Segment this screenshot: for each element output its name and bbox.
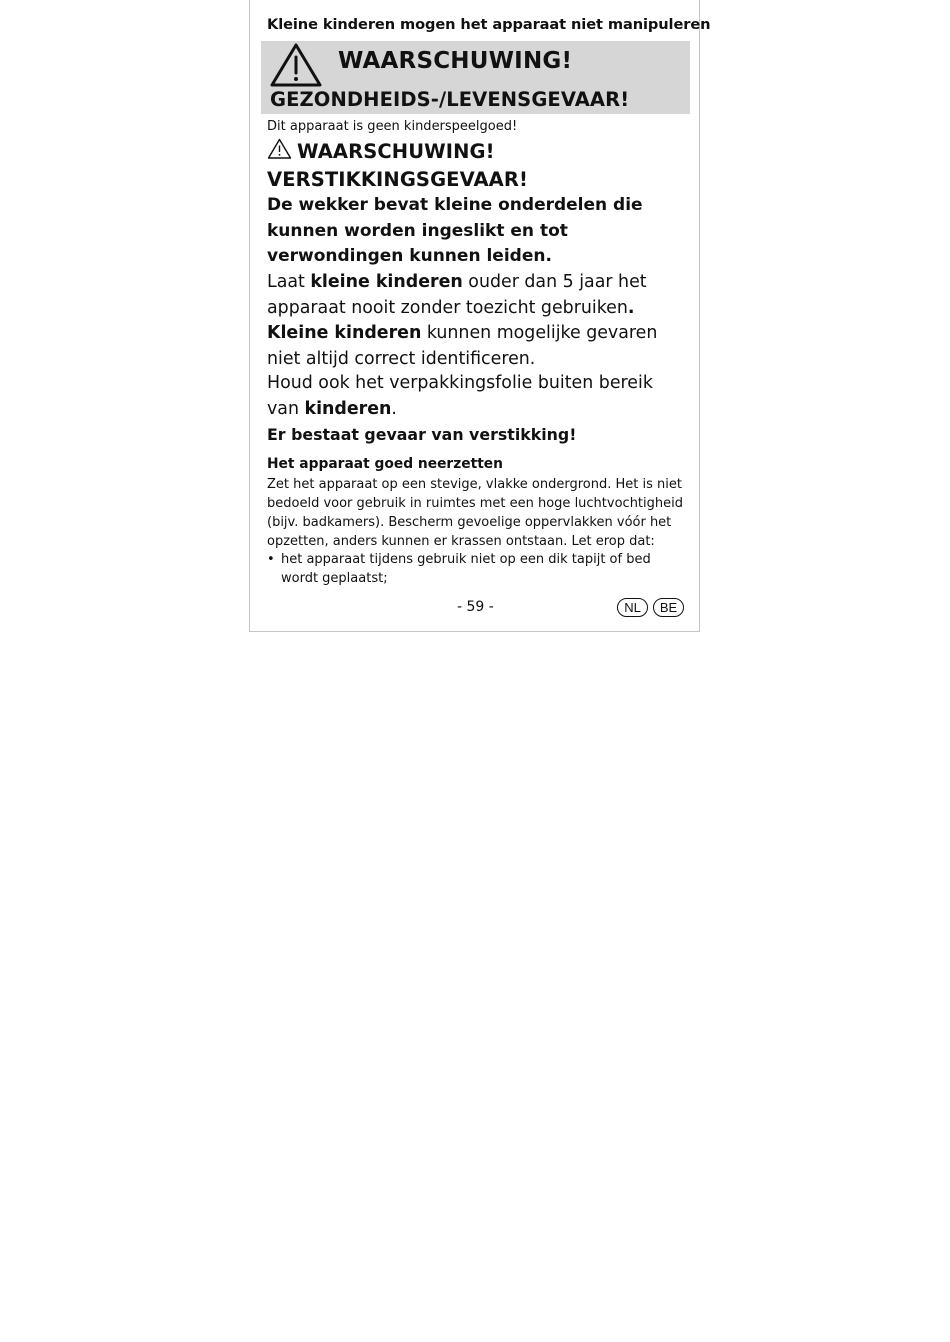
- top-heading: Kleine kinderen mogen het apparaat niet manipuleren: [267, 16, 711, 33]
- section-heading: Het apparaat goed neerzetten: [267, 456, 503, 472]
- list-item-text: het apparaat tijdens gebruik niet op een dik tapijt of bed wordt geplaatst;: [281, 552, 651, 586]
- warning-triangle-icon: [269, 42, 323, 88]
- p3-bold-1: kinderen: [304, 398, 392, 419]
- country-badge-be: BE: [653, 598, 684, 617]
- paragraph-suffocation: Er bestaat gevaar van verstikking!: [267, 425, 577, 444]
- warning-2-title: WAARSCHUWING!: [297, 140, 495, 163]
- p3-text-2: .: [391, 398, 397, 419]
- p3-text-1: Houd ook het verpakkingsfolie buiten bereik van: [267, 373, 653, 419]
- small-warning-triangle-icon: [267, 138, 292, 160]
- p2-text-3: kunnen mogelijke gevaren niet altijd correct identificeren.: [267, 323, 658, 369]
- warning-box-title: WAARSCHUWING!: [338, 48, 573, 74]
- warning-2-subtitle: VERSTIKKINGSGEVAAR!: [267, 168, 528, 191]
- p2-bold-1: kleine kinderen: [310, 272, 463, 292]
- manual-page: [249, 0, 711, 632]
- country-badge-nl: NL: [617, 598, 648, 617]
- warning-box: [261, 41, 690, 114]
- bullet-point: •: [267, 552, 275, 567]
- paragraph-small-parts: De wekker bevat kleine onderdelen die kunnen worden ingeslikt en tot verwondingen kunnen leiden.: [267, 195, 643, 266]
- list-item: [267, 550, 687, 588]
- page-number: - 59 -: [457, 599, 494, 615]
- p2-text-2: ouder dan 5 jaar het apparaat nooit zonder toezicht gebruiken: [267, 272, 647, 318]
- section-body: Zet het apparaat op een stevige, vlakke ondergrond. Het is niet bedoeld voor gebruik in ruimtes met een hoge luchtvochtigheid (bijv. badkamers). Bescherm gevoelige oppervlakken vóór het opzetten, anders kunnen er krassen ontstaan. Let erop dat:: [267, 477, 683, 549]
- p2-text-1: Laat: [267, 272, 311, 292]
- no-toy-notice: Dit apparaat is geen kinderspeelgoed!: [267, 119, 518, 134]
- p2-bold-2: . Kleine kinderen: [267, 297, 635, 343]
- paragraph-supervision: [267, 270, 687, 372]
- warning-box-subtitle: GEZONDHEIDS-/LEVENSGEVAAR!: [270, 88, 630, 111]
- paragraph-packaging: [267, 371, 687, 422]
